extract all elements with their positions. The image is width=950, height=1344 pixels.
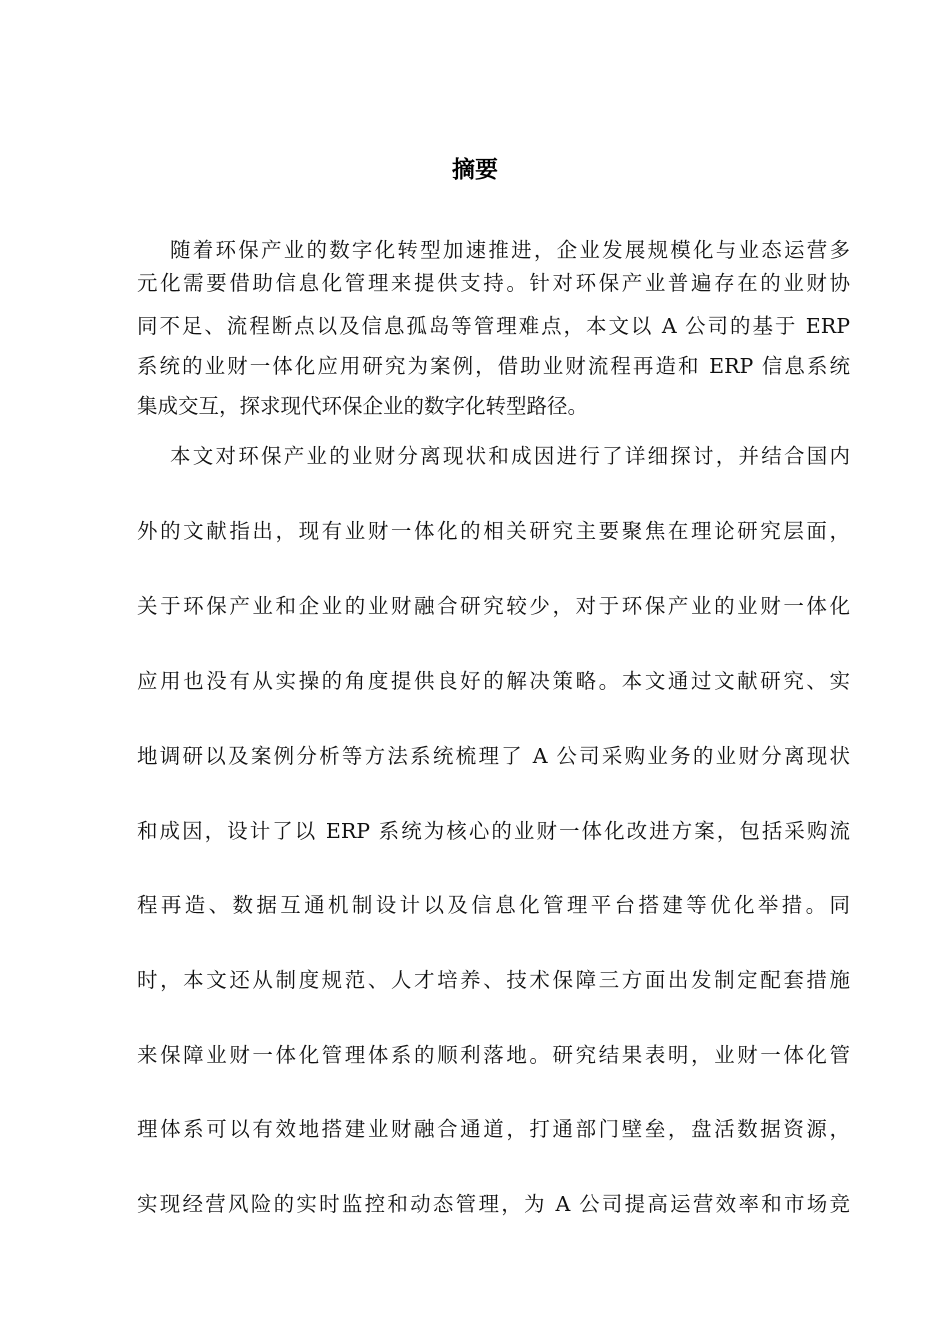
paragraph1-line: 同不足、流程断点以及信息孤岛等管理难点，本文以 A 公司的基于 ERP xyxy=(137,314,850,338)
paragraph2-line: 程再造、数据互通机制设计以及信息化管理平台搭建等优化举措。同 xyxy=(137,893,850,917)
paragraph1-line: 集成交互，探求现代环保企业的数字化转型路径。 xyxy=(137,394,588,418)
paragraph2-line: 时，本文还从制度规范、人才培养、技术保障三方面出发制定配套措施 xyxy=(137,968,850,992)
paragraph2-line: 外的文献指出，现有业财一体化的相关研究主要聚焦在理论研究层面， xyxy=(137,519,850,543)
paragraph2-line: 理体系可以有效地搭建业财融合通道，打通部门壁垒，盘活数据资源， xyxy=(137,1117,850,1141)
paragraph1-line: 随着环保产业的数字化转型加速推进，企业发展规模化与业态运营多 xyxy=(170,238,850,262)
paragraph1-line: 元化需要借助信息化管理来提供支持。针对环保产业普遍存在的业财协 xyxy=(137,271,850,295)
paragraph2-line: 来保障业财一体化管理体系的顺利落地。研究结果表明，业财一体化管 xyxy=(137,1043,850,1067)
paragraph2-line: 和成因，设计了以 ERP 系统为核心的业财一体化改进方案，包括采购流 xyxy=(137,819,850,843)
paragraph1-line: 系统的业财一体化应用研究为案例，借助业财流程再造和 ERP 信息系统 xyxy=(137,354,850,378)
paragraph2-line: 关于环保产业和企业的业财融合研究较少，对于环保产业的业财一体化 xyxy=(137,594,850,618)
paragraph2-line: 应用也没有从实操的角度提供良好的解决策略。本文通过文献研究、实 xyxy=(137,669,850,693)
paragraph2-line: 实现经营风险的实时监控和动态管理，为 A 公司提高运营效率和市场竞 xyxy=(137,1192,850,1216)
paragraph2-line: 本文对环保产业的业财分离现状和成因进行了详细探讨，并结合国内 xyxy=(170,444,850,468)
paragraph2-line: 地调研以及案例分析等方法系统梳理了 A 公司采购业务的业财分离现状 xyxy=(137,744,850,768)
page-title: 摘要 xyxy=(452,157,498,183)
